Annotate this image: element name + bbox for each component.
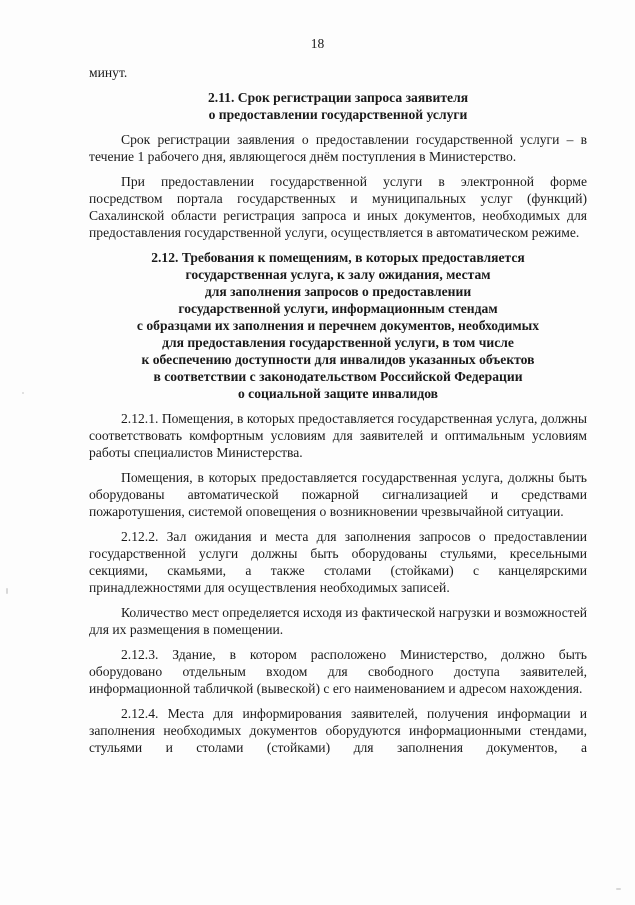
section-heading-line: государственная услуга, к залу ожидания, местам: [185, 267, 491, 282]
paragraph: 2.12.1. Помещения, в которых предоставляется государственная услуга, должны соответствовать комфортным условиям для заявителей и оптимальным условиям работы специалистов Министерства.: [89, 411, 587, 460]
paragraph: Срок регистрации заявления о предоставлении государственной услуги – в течение 1 рабочего дня, являющегося днём поступления в Министерство.: [89, 132, 587, 164]
paragraph: Помещения, в которых предоставляется государственная услуга, должны быть оборудованы автоматической пожарной сигнализацией и средствами пожаротушения, системой оповещения о возникновении чрезвычайной ситуации.: [89, 470, 587, 519]
paragraph: 2.12.3. Здание, в котором расположено Министерство, должно быть оборудовано отдельным входом для свободного доступа заявителей, информационной табличкой (вывеской) с его наименованием и адресом нахождения.: [89, 647, 587, 696]
section-heading-line: 2.11. Срок регистрации запроса заявителя: [207, 90, 469, 105]
section-heading-line: для заполнения запросов о предоставлении: [204, 284, 472, 299]
paragraph: минут.: [89, 65, 128, 80]
section-heading-line: о социальной защите инвалидов: [237, 386, 439, 401]
section-heading-line: в соответствии с законодательством Российской Федерации: [153, 369, 523, 384]
scan-speck: [6, 588, 8, 594]
section-heading-line: о предоставлении государственной услуги: [208, 107, 468, 122]
section-heading-line: к обеспечению доступности для инвалидов указанных объектов: [141, 352, 535, 367]
paragraph: 2.12.2. Зал ожидания и места для заполнения запросов о предоставлении государственной услуги должны быть оборудованы стульями, кресельными секциями, скамьями, а также столами (стойками) с канцелярскими принадлежностями для осуществления необходимых записей.: [89, 529, 587, 595]
document-body: [89, 64, 587, 756]
section-heading: [89, 89, 587, 123]
paragraph: При предоставлении государственной услуги в электронной форме посредством портала государственных и муниципальных услуг (функций) Сахалинской области регистрация запроса и иных документов, необходимых для предоставления государственной услуги, осуществляется в автоматическом режиме.: [89, 174, 587, 240]
section-heading: [89, 249, 587, 402]
section-heading-line: 2.12. Требования к помещениям, в которых предоставляется: [151, 250, 525, 265]
section-heading-line: для предоставления государственной услуги, в том числе: [162, 335, 514, 350]
section-heading-line: государственной услуги, информационным стендам: [178, 301, 498, 316]
scan-speck: [22, 392, 24, 394]
page-number: 18: [310, 36, 325, 51]
paragraph: 2.12.4. Места для информирования заявителей, получения информации и заполнения необходимых документов оборудуются информационными стендами, стульями и столами (стойками) для заполнения документов, а: [89, 706, 587, 755]
paragraph: Количество мест определяется исходя из фактической нагрузки и возможностей для их размещения в помещении.: [89, 605, 587, 637]
section-heading-line: с образцами их заполнения и перечнем документов, необходимых: [136, 318, 540, 333]
scan-speck: [616, 888, 621, 890]
